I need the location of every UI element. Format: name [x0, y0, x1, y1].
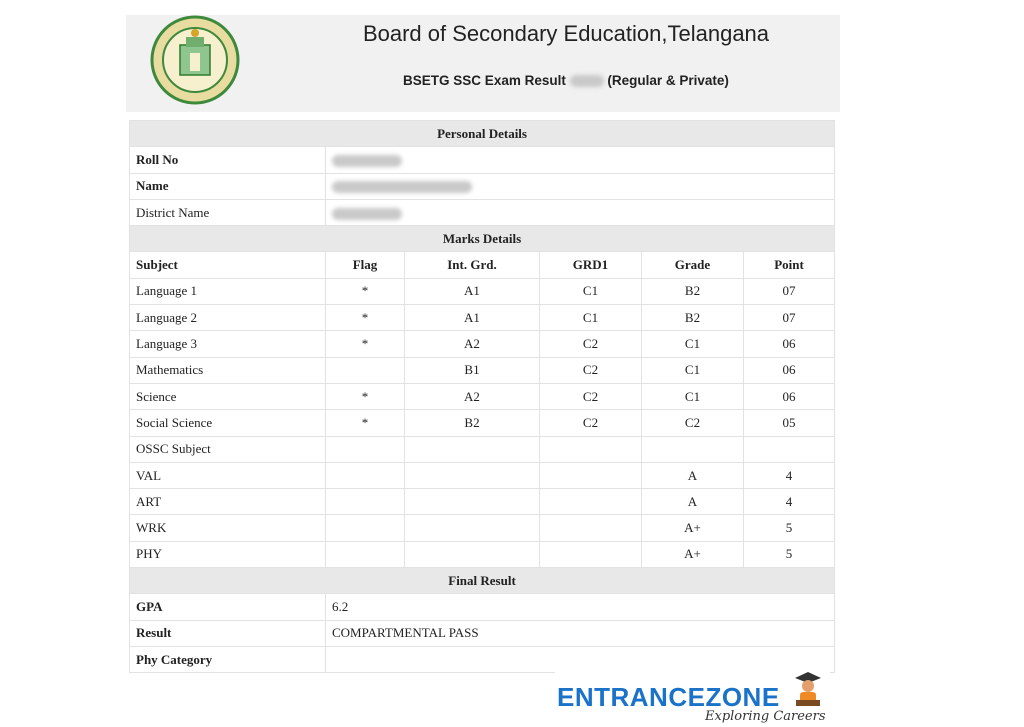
cell-flag: * — [326, 383, 405, 409]
watermark-tagline: Exploring Careers — [705, 709, 826, 724]
cell-subject: Language 1 — [130, 278, 326, 304]
cell-point: 06 — [744, 357, 835, 383]
cell-flag — [326, 515, 405, 541]
column-header-point: Point — [744, 252, 835, 278]
cell-point: 5 — [744, 541, 835, 567]
cell-grade: C1 — [642, 331, 744, 357]
cell-subject: ART — [130, 489, 326, 515]
cell-subject: Social Science — [130, 410, 326, 436]
marks-row — [130, 436, 835, 462]
telangana-emblem-logo — [150, 15, 240, 105]
result-row — [130, 620, 835, 646]
cell-grd1: C2 — [540, 410, 642, 436]
marks-rows — [130, 278, 835, 567]
cell-flag — [326, 462, 405, 488]
cell-int-grd — [405, 436, 540, 462]
cell-grade: B2 — [642, 278, 744, 304]
cell-point: 06 — [744, 383, 835, 409]
marks-row — [130, 331, 835, 357]
cell-grd1 — [540, 515, 642, 541]
cell-int-grd: A2 — [405, 383, 540, 409]
cell-subject: Language 3 — [130, 331, 326, 357]
cell-grd1: C2 — [540, 383, 642, 409]
district-value — [326, 199, 835, 225]
name-row — [130, 173, 835, 199]
name-label: Name — [130, 173, 326, 199]
exam-title — [316, 73, 816, 88]
marks-column-headers — [130, 252, 835, 278]
cell-grade: A+ — [642, 541, 744, 567]
board-title: Board of Secondary Education,Telangana — [362, 21, 770, 46]
cell-point: 4 — [744, 489, 835, 515]
name-value — [326, 173, 835, 199]
cell-grade: A — [642, 489, 744, 515]
personal-details-header — [130, 121, 835, 147]
column-header-subject: Subject — [130, 252, 326, 278]
phy-category-label: Phy Category — [130, 646, 326, 672]
cell-grd1: C1 — [540, 305, 642, 331]
blurred-year — [570, 75, 604, 87]
district-label: District Name — [130, 199, 326, 225]
marks-row — [130, 489, 835, 515]
cell-point: 06 — [744, 331, 835, 357]
cell-grd1 — [540, 462, 642, 488]
cell-grade: A+ — [642, 515, 744, 541]
cell-grade: A — [642, 462, 744, 488]
cell-subject: Mathematics — [130, 357, 326, 383]
marks-row — [130, 305, 835, 331]
exam-title-suffix: (Regular & Private) — [607, 73, 729, 88]
cell-flag — [326, 436, 405, 462]
column-header-flag: Flag — [326, 252, 405, 278]
exam-title-prefix: BSETG SSC Exam Result — [403, 73, 566, 88]
result-table — [129, 120, 835, 673]
cell-subject: Science — [130, 383, 326, 409]
cell-int-grd — [405, 515, 540, 541]
cell-grd1: C2 — [540, 357, 642, 383]
student-mascot-icon — [791, 670, 825, 710]
cell-grd1: C2 — [540, 331, 642, 357]
cell-point: 05 — [744, 410, 835, 436]
cell-flag — [326, 357, 405, 383]
cell-point: 5 — [744, 515, 835, 541]
marks-row — [130, 462, 835, 488]
cell-flag: * — [326, 278, 405, 304]
gpa-label: GPA — [130, 594, 326, 620]
cell-flag: * — [326, 331, 405, 357]
roll-no-value — [326, 147, 835, 173]
cell-flag — [326, 541, 405, 567]
cell-subject: OSSC Subject — [130, 436, 326, 462]
marks-row — [130, 278, 835, 304]
result-value: COMPARTMENTAL PASS — [326, 620, 835, 646]
column-header-grd1: GRD1 — [540, 252, 642, 278]
cell-grade: C2 — [642, 410, 744, 436]
cell-grade — [642, 436, 744, 462]
column-header-int-grd: Int. Grd. — [405, 252, 540, 278]
marks-row — [130, 410, 835, 436]
roll-no-label: Roll No — [130, 147, 326, 173]
cell-flag — [326, 489, 405, 515]
district-row — [130, 199, 835, 225]
result-label: Result — [130, 620, 326, 646]
marks-row — [130, 515, 835, 541]
cell-subject: PHY — [130, 541, 326, 567]
marks-row — [130, 383, 835, 409]
cell-grd1: C1 — [540, 278, 642, 304]
cell-grade: C1 — [642, 383, 744, 409]
cell-flag: * — [326, 410, 405, 436]
cell-int-grd: A1 — [405, 278, 540, 304]
cell-grd1 — [540, 541, 642, 567]
cell-grade: B2 — [642, 305, 744, 331]
personal-details-title: Personal Details — [130, 121, 835, 147]
entrancezone-watermark — [555, 668, 830, 727]
marks-details-title: Marks Details — [130, 226, 835, 252]
blurred-district — [332, 208, 402, 220]
cell-subject: Language 2 — [130, 305, 326, 331]
marks-row — [130, 357, 835, 383]
blurred-name — [332, 181, 472, 193]
cell-subject: WRK — [130, 515, 326, 541]
cell-int-grd — [405, 541, 540, 567]
blurred-roll-no — [332, 155, 402, 167]
cell-int-grd: B1 — [405, 357, 540, 383]
gpa-value: 6.2 — [326, 594, 835, 620]
cell-int-grd: A1 — [405, 305, 540, 331]
cell-flag: * — [326, 305, 405, 331]
gpa-row — [130, 594, 835, 620]
cell-int-grd — [405, 462, 540, 488]
cell-int-grd — [405, 489, 540, 515]
column-header-grade: Grade — [642, 252, 744, 278]
cell-int-grd: A2 — [405, 331, 540, 357]
cell-point — [744, 436, 835, 462]
final-result-title: Final Result — [130, 568, 835, 594]
marks-row — [130, 541, 835, 567]
marks-details-header — [130, 226, 835, 252]
cell-point: 4 — [744, 462, 835, 488]
cell-grd1 — [540, 489, 642, 515]
page-header — [126, 15, 840, 112]
cell-point: 07 — [744, 305, 835, 331]
cell-grd1 — [540, 436, 642, 462]
cell-subject: VAL — [130, 462, 326, 488]
roll-no-row — [130, 147, 835, 173]
final-result-header — [130, 568, 835, 594]
watermark-brand: ENTRANCEZONE — [557, 682, 780, 712]
cell-int-grd: B2 — [405, 410, 540, 436]
cell-grade: C1 — [642, 357, 744, 383]
cell-point: 07 — [744, 278, 835, 304]
